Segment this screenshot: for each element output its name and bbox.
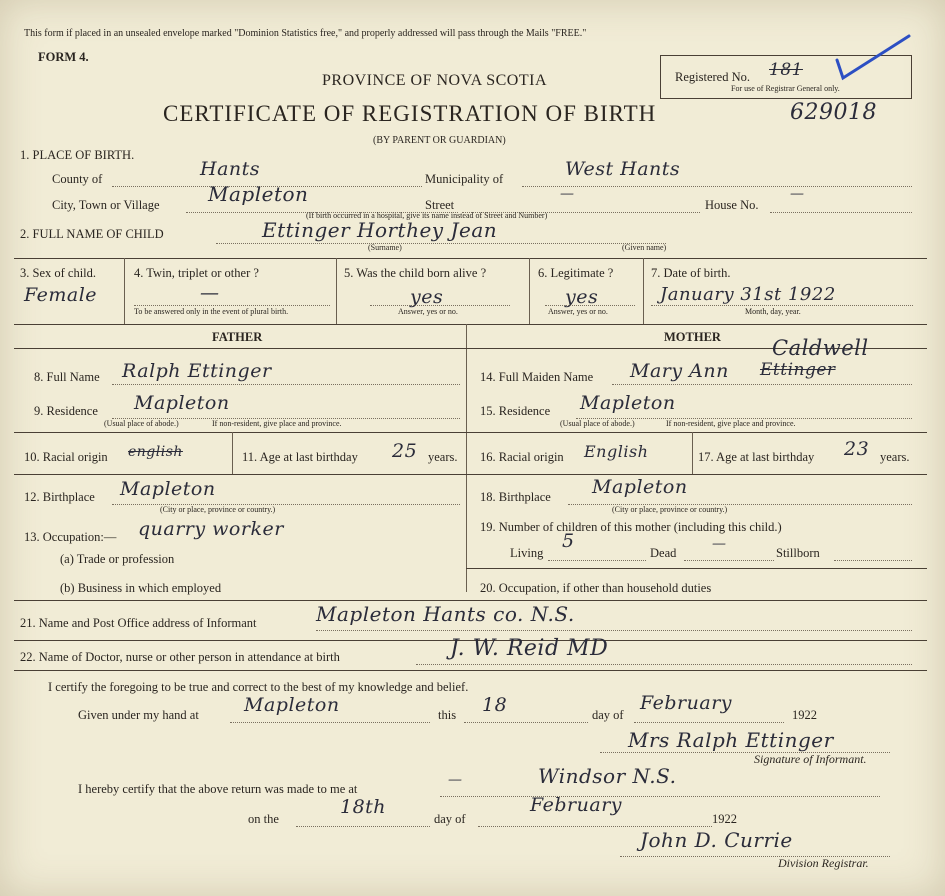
father-residence-note: (Usual place of abode.) (104, 419, 179, 428)
twin-label: 4. Twin, triplet or other ? (134, 266, 259, 280)
registered-struck-number: 181 (769, 60, 803, 80)
return-dash: — (448, 772, 463, 788)
registered-number: 629018 (790, 100, 877, 125)
given-day: 18 (482, 694, 508, 716)
father-name-value: Ralph Ettinger (122, 360, 272, 382)
mother-name-label: 14. Full Maiden Name (480, 370, 594, 384)
mother-birthplace-label: 18. Birthplace (480, 490, 551, 504)
living-value: 5 (562, 530, 575, 552)
business-label: (b) Business in which employed (60, 581, 222, 595)
return-month: February (530, 794, 623, 816)
doctor-value: J. W. Reid MD (450, 636, 609, 661)
given-place: Mapleton (244, 694, 340, 716)
father-racial-value: english (128, 444, 183, 460)
dob-value: January 31st 1922 (660, 284, 836, 305)
house-value: — (790, 186, 805, 202)
father-residence-label: 9. Residence (34, 404, 98, 418)
mother-name-correction: Caldwell (772, 336, 869, 360)
father-name-label: 8. Full Name (34, 370, 100, 384)
father-age-value: 25 (392, 440, 418, 462)
sex-label: 3. Sex of child. (20, 266, 97, 280)
father-occupation-value: quarry worker (138, 518, 284, 540)
mother-residence-value: Mapleton (580, 392, 676, 414)
children-count-label: 19. Number of children of this mother (including this child.) (480, 520, 782, 534)
county-value: Hants (200, 158, 261, 180)
father-residence-note2: If non-resident, give place and province. (212, 419, 342, 428)
on-the-label: on the (248, 812, 279, 826)
trade-label: (a) Trade or profession (60, 552, 175, 566)
city-value: Mapleton (208, 182, 309, 206)
father-residence-value: Mapleton (134, 392, 230, 414)
registrar-label: Division Registrar. (778, 856, 869, 870)
informant-signature: Mrs Ralph Ettinger (628, 728, 834, 752)
given-month: February (640, 692, 733, 714)
certificate-title: CERTIFICATE OF REGISTRATION OF BIRTH (163, 101, 657, 126)
dob-label: 7. Date of birth. (651, 266, 731, 280)
given-day-of: day of (592, 708, 624, 722)
father-age-label: 11. Age at last birthday (242, 450, 358, 464)
father-occupation-label: 13. Occupation:— (24, 530, 117, 544)
father-birthplace-label: 12. Birthplace (24, 490, 95, 504)
mother-racial-value: English (584, 442, 649, 461)
return-place: Windsor N.S. (538, 764, 677, 788)
municipality-label: Municipality of (425, 172, 504, 186)
child-name-value: Ettinger Horthey Jean (262, 218, 498, 242)
mother-age-label: 17. Age at last birthday (698, 450, 815, 464)
postal-notice: This form if placed in an unsealed envelope marked "Dominion Statistics free," and properly addressed will pass through the Mails "FREE." (24, 28, 587, 39)
registered-label: Registered No. (675, 70, 750, 84)
born-alive-value: yes (410, 286, 444, 308)
given-label: Given under my hand at (78, 708, 199, 722)
municipality-value: West Hants (565, 158, 681, 180)
dead-label: Dead (650, 546, 677, 560)
return-day-of: day of (434, 812, 466, 826)
mother-birthplace-value: Mapleton (592, 476, 688, 498)
return-day: 18th (340, 796, 387, 818)
street-label: Street (425, 198, 455, 212)
checkmark-icon (833, 34, 913, 84)
legitimate-value: yes (565, 286, 599, 308)
stillborn-label: Stillborn (776, 546, 820, 560)
twin-note: To be answered only in the event of plural birth. (134, 307, 289, 316)
place-of-birth-label: 1. PLACE OF BIRTH. (20, 148, 135, 162)
doctor-label: 22. Name of Doctor, nurse or other person in attendance at birth (20, 650, 340, 664)
mother-residence-note: (Usual place of abode.) (560, 419, 635, 428)
province-heading: PROVINCE OF NOVA SCOTIA (322, 72, 548, 89)
child-name-label: 2. FULL NAME OF CHILD (20, 227, 164, 241)
sex-value: Female (24, 284, 98, 306)
mother-name-value: Mary Ann (630, 360, 729, 382)
mother-name-struck: Ettinger (760, 360, 836, 380)
certify-statement: I certify the foregoing to be true and correct to the best of my knowledge and belief. (48, 680, 469, 694)
dob-note: Month, day, year. (745, 307, 801, 316)
registered-note: For use of Registrar General only. (731, 84, 840, 93)
form-number: FORM 4. (38, 50, 89, 64)
father-heading: FATHER (212, 330, 263, 344)
mother-heading: MOTHER (664, 330, 721, 344)
return-year: 1922 (712, 812, 737, 826)
house-label: House No. (705, 198, 759, 212)
surname-note: (Surname) (368, 243, 402, 252)
mother-birthplace-note: (City or place, province or country.) (612, 505, 728, 514)
mother-occupation-label: 20. Occupation, if other than household duties (480, 581, 712, 595)
mother-age-value: 23 (844, 438, 870, 460)
given-year: 1922 (792, 708, 817, 722)
registered-box (660, 55, 912, 99)
informant-value: Mapleton Hants co. N.S. (316, 602, 575, 626)
street-value: — (560, 186, 575, 202)
city-label: City, Town or Village (52, 198, 160, 212)
mother-age-unit: years. (880, 450, 910, 464)
return-statement: I hereby certify that the above return was made to me at (78, 782, 358, 796)
registrar-signature: John D. Currie (640, 828, 793, 852)
mother-residence-note2: If non-resident, give place and province. (666, 419, 796, 428)
father-racial-label: 10. Racial origin (24, 450, 108, 464)
given-this: this (438, 708, 457, 722)
mother-residence-label: 15. Residence (480, 404, 551, 418)
living-label: Living (510, 546, 544, 560)
born-alive-note: Answer, yes or no. (398, 307, 458, 316)
twin-value: — (200, 282, 220, 304)
county-label: County of (52, 172, 103, 186)
hospital-note: (If birth occurred in a hospital, give its name instead of Street and Number) (306, 211, 548, 220)
informant-signature-label: Signature of Informant. (754, 752, 867, 766)
given-name-note: (Given name) (622, 243, 667, 252)
father-birthplace-value: Mapleton (120, 478, 216, 500)
born-alive-label: 5. Was the child born alive ? (344, 266, 487, 280)
dead-value: — (712, 536, 727, 552)
legitimate-label: 6. Legitimate ? (538, 266, 614, 280)
certificate-subtitle: (BY PARENT OR GUARDIAN) (373, 135, 506, 146)
informant-label: 21. Name and Post Office address of Informant (20, 616, 257, 630)
father-birthplace-note: (City or place, province or country.) (160, 505, 276, 514)
mother-racial-label: 16. Racial origin (480, 450, 564, 464)
father-age-unit: years. (428, 450, 458, 464)
legitimate-note: Answer, yes or no. (548, 307, 608, 316)
